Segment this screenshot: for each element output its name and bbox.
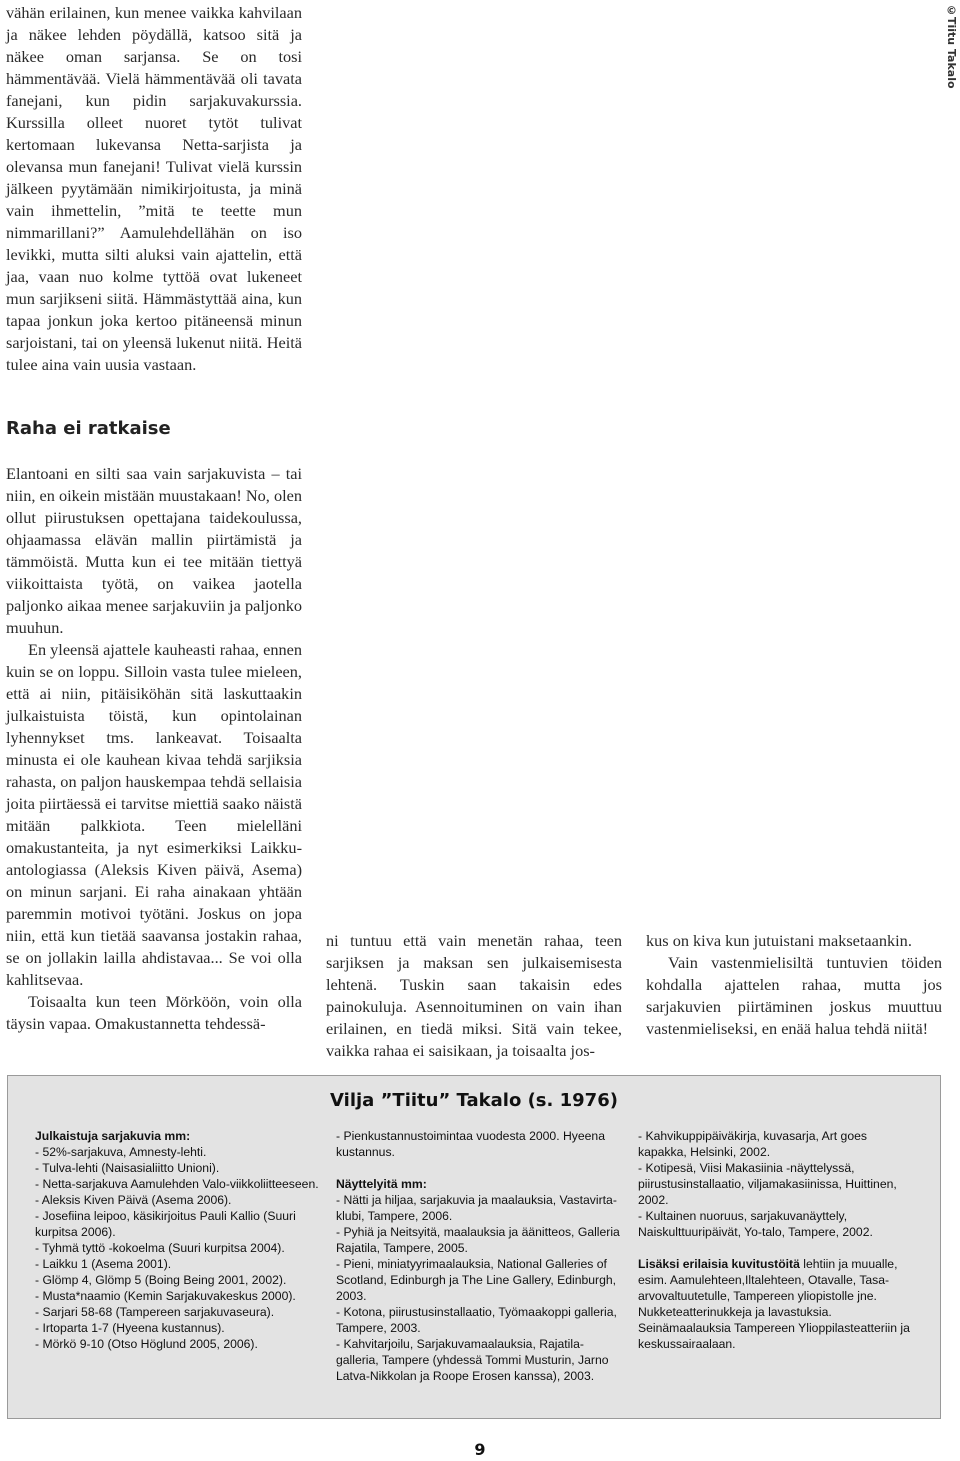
list-item: - Kahvitarjoilu, Sarjakuvamaalauksia, Rajatila-galleria, Tampere (yhdessä Tommi Musturin, Jarno Latva-Nikkolan ja Roope Erosen kanssa), 2003. <box>336 1337 609 1383</box>
photo-credit: ©Tiitu Takalo <box>945 4 958 89</box>
bio-extra: Lisäksi erilaisia kuvitustöitä lehtiin ja muualle, esim. Aamulehteen,Iltalehteen, Otavalle, Tasa-arvovaltuutetulle, Tampereen yliopistolle jne. Nukketeatterinukkeja ja lavastuksia. Seinämaalauksia Tampereen Ylioppilasteatteriin ja keskussairaalaan. <box>638 1257 910 1351</box>
page-number: 9 <box>474 1440 486 1459</box>
list-item: - Tyhmä tyttö -kokoelma (Suuri kurpitsa 2004). <box>35 1241 285 1255</box>
list-item: - Pienkustannustoimintaa vuodesta 2000. Hyeena kustannus. <box>336 1129 605 1159</box>
bio-list <box>336 1128 621 1160</box>
bio-heading: Julkaistuja sarjakuvia mm: <box>35 1129 191 1143</box>
list-item: - Irtoparta 1-7 (Hyeena kustannus). <box>35 1321 225 1335</box>
paragraph: vähän erilainen, kun menee vaikka kahvilaan ja näkee lehden pöydällä, katsoo sitä ja näkee oman sarjansa. Se on tosi hämmentävää. Vielä hämmentävää oli tavata fanejani, kun pidin sarjakuvakurssia. Kurssilla olleet nuoret tytöt tulivat kertomaan lukevansa Netta-sarjista ja olevansa mun fanejani! Tulivat vielä kurssin jälkeen pyytämään nimikirjoitusta, ja minä vain ihmettelin, ”mitä te teette mun nimmarillani?” Aamulehdellähän on iso levikki, mutta silti aluksi vain ajattelin, että jaa, vaan nuo kolme tyttöä ovat lukeneet mun sarjikseni siitä. Hämmästyttää aina, kun tapaa jonkun joka kertoo pitäneensä minun sarjoistani, tai on yleensä lukenut niitä. Heitä tulee aina vain uusia vastaan. <box>6 3 302 374</box>
list-item: - Pyhiä ja Neitsyitä, maalauksia ja äänitteos, Galleria Rajatila, Tampere, 2005. <box>336 1225 620 1255</box>
bio-list <box>638 1128 918 1240</box>
bio-heading: Näyttelyitä mm: <box>336 1177 427 1191</box>
list-item: - 52%-sarjakuva, Amnesty-lehti. <box>35 1145 207 1159</box>
bio-column-exhibitions <box>336 1128 621 1384</box>
paragraph: kus on kiva kun jutuistani maksetaankin. <box>646 931 912 950</box>
list-item: - Nätti ja hiljaa, sarjakuvia ja maalauksia, Vastavirta-klubi, Tampere, 2006. <box>336 1193 617 1223</box>
list-item: - Kotona, piirustusinstallaatio, Työmaakoppi galleria, Tampere, 2003. <box>336 1305 617 1335</box>
paragraph: En yleensä ajattele kauheasti rahaa, ennen kuin se on loppu. Silloin vasta tulee mieleen, että ai niin, pitäisiköhän sitä laskuttaakin julkaistuista töistä, kun opintolainan lyhennykset tms. lankeavat. Toisaalta minusta ei ole kauhean kivaa tehdä sarjiksia rahasta, on paljon hauskempaa tehdä sellaisia joita piirtäessä ei tarvitse miettiä saako näistä mitään palkkiota. Teen mielelläni omakustanteita, ja nyt esimerkiksi Laikku-antologiassa (Aleksis Kiven päivä, Asema) on minun sarjani. Ei raha ainakaan yhtään paremmin motivoi työtäni. Joskus on jopa niin, että kun tietää saavansa jostakin rahaa, se on jollakin lailla ahdistavaa... Se voi olla kahlitsevaa. <box>6 640 302 989</box>
paragraph: ni tuntuu että vain menetän rahaa, teen sarjiksen ja maksan sen julkaisemisesta lehtenä. Tuskin saan takaisin edes painokuluja. Asennoituminen on vain ihan erilainen, en tiedä miksi. Sitä vain tekee, vaikka rahaa ei saisikaan, ja toisaalta jos- <box>326 931 622 1060</box>
section-heading: Raha ei ratkaise <box>6 418 171 439</box>
list-item: - Mörkö 9-10 (Otso Höglund 2005, 2006). <box>35 1337 258 1351</box>
list-item: - Kahvikuppipäiväkirja, kuvasarja, Art goes kapakka, Helsinki, 2002. <box>638 1129 867 1159</box>
paragraph: Vain vastenmielisiltä tuntuvien töiden kohdalla ajattelen rahaa, mutta jos sarjakuvien piirtäminen joskus muuttuu vastenmieliseksi, en enää halua tehdä niitä! <box>646 953 942 1038</box>
list-item: - Aleksis Kiven Päivä (Asema 2006). <box>35 1193 232 1207</box>
list-item: - Kultainen nuoruus, sarjakuvanäyttely, Naiskulttuuripäivät, Yo-talo, Tampere, 2002. <box>638 1209 873 1239</box>
list-item: - Glömp 4, Glömp 5 (Boing Being 2001, 2002). <box>35 1273 287 1287</box>
list-item: - Musta*naamio (Kemin Sarjakuvakeskus 2000). <box>35 1289 296 1303</box>
bio-box <box>7 1075 941 1419</box>
bio-list <box>336 1192 621 1384</box>
bio-title: Vilja ”Tiitu” Takalo (s. 1976) <box>330 1090 618 1111</box>
list-item: - Josefiina leipoo, käsikirjoitus Pauli Kallio (Suuri kurpitsa 2006). <box>35 1209 296 1239</box>
paragraph: Toisaalta kun teen Mörköön, voin olla täysin vapaa. Omakustannetta tehdessä- <box>6 992 302 1033</box>
bio-column-publications <box>35 1128 325 1352</box>
bio-list <box>35 1144 325 1352</box>
text-column-top <box>6 2 302 376</box>
text-column-right <box>646 930 942 1040</box>
list-item: - Pieni, miniatyyrimaalauksia, National Galleries of Scotland, Edinburgh ja The Line Gallery, Edinburgh, 2003. <box>336 1257 617 1303</box>
text-column-middle <box>326 930 622 1062</box>
bio-column-other <box>638 1128 918 1352</box>
list-item: - Tulva-lehti (Naisasialiitto Unioni). <box>35 1161 220 1175</box>
text-column-left <box>6 463 302 1035</box>
list-item: - Kotipesä, Viisi Makasiinia -näyttelyssä, piirustusinstallaatio, viljamakasiinissa, Huittinen, 2002. <box>638 1161 897 1207</box>
paragraph: Elantoani en silti saa vain sarjakuvista – tai niin, en oikein mistään muustakaan! No, olen ollut piirustuksen opettajana taidekoulussa, ohjaamassa elävän mallin piirtämistä ja tämmöistä. Mutta kun ei tee mitään tiettyä viikoittaista työtä, on vaikea jaotella paljonko aikaa menee sarjakuviin ja paljonko muuhun. <box>6 464 302 637</box>
list-item: - Netta-sarjakuva Aamulehden Valo-viikkoliitteeseen. <box>35 1177 319 1191</box>
list-item: - Sarjari 58-68 (Tampereen sarjakuvaseura). <box>35 1305 275 1319</box>
list-item: - Laikku 1 (Asema 2001). <box>35 1257 172 1271</box>
